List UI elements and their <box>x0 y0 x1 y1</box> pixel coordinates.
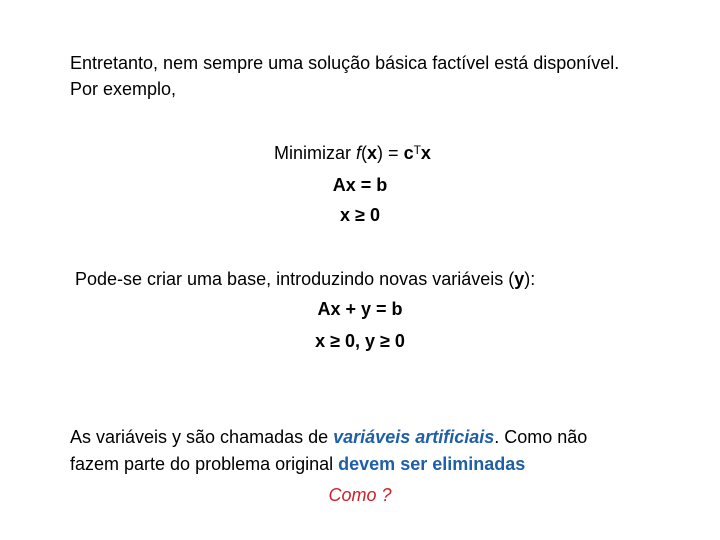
conclusion-line-2: fazem parte do problema original devem ser eliminadas <box>70 454 526 474</box>
objective-function: Minimizar $f(x) = c^Tx$ <box>274 143 431 163</box>
must-be-eliminated-term: devem ser eliminadas <box>338 454 526 474</box>
artificial-variables-term: variáveis artificiais <box>333 427 495 447</box>
intro-line-1 <box>70 52 619 74</box>
artificial-equality: Ax + y = b <box>317 299 403 319</box>
conclusion-line-1: As variáveis y são chamadas de variáveis artificiais. Como não <box>70 427 588 447</box>
artificial-nonnegativity: x ≥ 0, y ≥ 0 <box>315 331 405 351</box>
base-text: Pode-se criar uma base, introduzindo novas variáveis (y): <box>75 269 536 289</box>
constraint-equality: Ax = b <box>332 175 388 195</box>
question: Como ? <box>328 485 392 505</box>
intro-text-1: Entretanto, nem sempre uma solução básica factível está disponível. <box>70 53 620 73</box>
constraint-nonnegativity: x ≥ 0 <box>340 205 380 225</box>
intro-line-2 <box>70 78 176 100</box>
intro-text-2: Por exemplo, <box>70 79 177 99</box>
